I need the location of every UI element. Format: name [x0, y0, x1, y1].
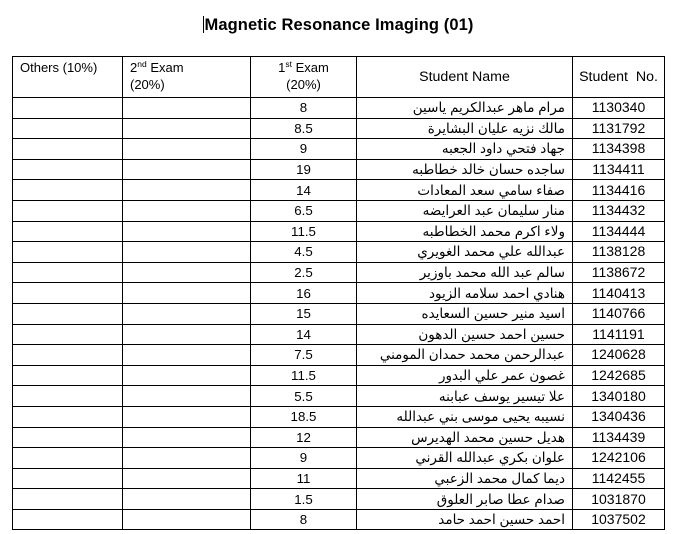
table-row [13, 448, 665, 469]
student-name-cell: صدام عطا صابر العلوق [357, 489, 573, 510]
second-exam-cell [123, 448, 251, 469]
student-name-cell: ولاء اكرم محمد الخطاطبه [357, 221, 573, 242]
student-no-cell: 1141191 [573, 324, 665, 345]
first-exam-cell: 14 [251, 324, 357, 345]
table-row [13, 283, 665, 304]
table-row [13, 180, 665, 201]
first-exam-cell: 2.5 [251, 262, 357, 283]
student-no-cell: 1140413 [573, 283, 665, 304]
second-exam-cell [123, 159, 251, 180]
header-others [13, 57, 123, 98]
student-no-cell: 1134444 [573, 221, 665, 242]
student-name-cell: سالم عبد الله محمد باوزير [357, 262, 573, 283]
second-exam-cell [123, 303, 251, 324]
student-no-cell: 1138128 [573, 242, 665, 263]
first-exam-cell: 9 [251, 139, 357, 160]
second-exam-cell [123, 262, 251, 283]
text-cursor [203, 16, 204, 33]
table-row [13, 98, 665, 119]
others-cell [13, 159, 123, 180]
second-exam-cell [123, 427, 251, 448]
others-cell [13, 489, 123, 510]
second-exam-cell [123, 118, 251, 139]
others-cell [13, 98, 123, 119]
second-exam-cell [123, 139, 251, 160]
student-name-cell: ديما كمال محمد الزعبي [357, 468, 573, 489]
student-no-cell: 1340436 [573, 406, 665, 427]
student-name-cell: ساجده حسان خالد خطاطبه [357, 159, 573, 180]
second-exam-cell [123, 345, 251, 366]
student-no-cell: 1130340 [573, 98, 665, 119]
table-row [13, 386, 665, 407]
header-second-exam-number: 2 [130, 60, 138, 75]
others-cell [13, 448, 123, 469]
second-exam-cell [123, 180, 251, 201]
student-name-cell: اسيد منير حسين السعايده [357, 303, 573, 324]
first-exam-cell: 11.5 [251, 365, 357, 386]
others-cell [13, 200, 123, 221]
student-name-cell: جهاد فتحي داود الجعبه [357, 139, 573, 160]
first-exam-cell: 12 [251, 427, 357, 448]
table-header-row [13, 57, 665, 98]
student-name-cell: مرام ماهر عبدالكريم ياسين [357, 98, 573, 119]
first-exam-cell: 8 [251, 509, 357, 530]
student-no-cell: 1134416 [573, 180, 665, 201]
first-exam-cell: 1.5 [251, 489, 357, 510]
student-name-cell: صفاء سامي سعد المعادات [357, 180, 573, 201]
student-no-cell: 1240628 [573, 345, 665, 366]
second-exam-cell [123, 221, 251, 242]
second-exam-cell [123, 468, 251, 489]
first-exam-cell: 19 [251, 159, 357, 180]
header-student-no [573, 57, 665, 98]
table-row [13, 365, 665, 386]
table-row [13, 427, 665, 448]
first-exam-cell: 11.5 [251, 221, 357, 242]
table-body [13, 98, 665, 530]
header-second-exam [123, 57, 251, 98]
table-row [13, 468, 665, 489]
document-title-text: Magnetic Resonance Imaging (01) [204, 16, 474, 34]
first-exam-cell: 4.5 [251, 242, 357, 263]
second-exam-cell [123, 406, 251, 427]
second-exam-cell [123, 242, 251, 263]
others-cell [13, 303, 123, 324]
student-name-cell: عبدالرحمن محمد حمدان المومني [357, 345, 573, 366]
first-exam-cell: 5.5 [251, 386, 357, 407]
header-student-no-label: Student No. [579, 69, 658, 85]
student-no-cell: 1134439 [573, 427, 665, 448]
document-title [0, 16, 676, 35]
others-cell [13, 365, 123, 386]
others-cell [13, 118, 123, 139]
student-no-cell: 1134398 [573, 139, 665, 160]
others-cell [13, 386, 123, 407]
header-first-exam-weight: (20%) [286, 77, 321, 92]
table-row [13, 509, 665, 530]
second-exam-cell [123, 200, 251, 221]
header-second-exam-weight: (20%) [130, 77, 165, 92]
student-no-cell: 1340180 [573, 386, 665, 407]
header-student-name-label: Student Name [419, 69, 510, 85]
others-cell [13, 262, 123, 283]
first-exam-cell: 8.5 [251, 118, 357, 139]
student-name-cell: حسين احمد حسين الدهون [357, 324, 573, 345]
table-row [13, 345, 665, 366]
table-row [13, 242, 665, 263]
second-exam-cell [123, 365, 251, 386]
header-first-exam-label: Exam [292, 60, 329, 75]
second-exam-cell [123, 386, 251, 407]
others-cell [13, 242, 123, 263]
first-exam-cell: 9 [251, 448, 357, 469]
student-name-cell: غصون عمر علي البدور [357, 365, 573, 386]
others-cell [13, 427, 123, 448]
header-second-exam-label: Exam [146, 60, 184, 75]
second-exam-cell [123, 283, 251, 304]
others-cell [13, 509, 123, 530]
header-second-exam-ordinal: nd [137, 59, 147, 69]
others-cell [13, 406, 123, 427]
first-exam-cell: 14 [251, 180, 357, 201]
student-name-cell: مالك نزيه عليان البشايرة [357, 118, 573, 139]
header-others-label: Others (10%) [20, 60, 98, 75]
first-exam-cell: 15 [251, 303, 357, 324]
first-exam-cell: 6.5 [251, 200, 357, 221]
student-no-cell: 1242685 [573, 365, 665, 386]
second-exam-cell [123, 509, 251, 530]
first-exam-cell: 7.5 [251, 345, 357, 366]
student-no-cell: 1134411 [573, 159, 665, 180]
student-no-cell: 1242106 [573, 448, 665, 469]
others-cell [13, 324, 123, 345]
student-name-cell: نسيبه يحيى موسى بني عبدالله [357, 406, 573, 427]
student-no-cell: 1134432 [573, 200, 665, 221]
first-exam-cell: 11 [251, 468, 357, 489]
others-cell [13, 345, 123, 366]
table-row [13, 159, 665, 180]
first-exam-cell: 16 [251, 283, 357, 304]
student-name-cell: عبدالله علي محمد الغويري [357, 242, 573, 263]
first-exam-cell: 18.5 [251, 406, 357, 427]
header-student-name [357, 57, 573, 98]
header-first-exam-number: 1 [278, 60, 286, 75]
grades-table [12, 56, 665, 530]
student-no-cell: 1138672 [573, 262, 665, 283]
table-row [13, 303, 665, 324]
table-row [13, 324, 665, 345]
table-row [13, 262, 665, 283]
second-exam-cell [123, 324, 251, 345]
second-exam-cell [123, 98, 251, 119]
others-cell [13, 180, 123, 201]
student-no-cell: 1037502 [573, 509, 665, 530]
others-cell [13, 139, 123, 160]
table-row [13, 139, 665, 160]
table-row [13, 200, 665, 221]
first-exam-cell: 8 [251, 98, 357, 119]
others-cell [13, 283, 123, 304]
student-no-cell: 1142455 [573, 468, 665, 489]
table-row [13, 118, 665, 139]
student-name-cell: احمد حسين احمد حامد [357, 509, 573, 530]
second-exam-cell [123, 489, 251, 510]
table-row [13, 489, 665, 510]
table-row [13, 406, 665, 427]
student-no-cell: 1031870 [573, 489, 665, 510]
student-name-cell: علوان بكري عبدالله القرني [357, 448, 573, 469]
student-name-cell: علا تيسير يوسف عبابنه [357, 386, 573, 407]
table-row [13, 221, 665, 242]
student-no-cell: 1140766 [573, 303, 665, 324]
student-name-cell: هديل حسين محمد الهديرس [357, 427, 573, 448]
student-name-cell: منار سليمان عبد العرايضه [357, 200, 573, 221]
others-cell [13, 221, 123, 242]
student-no-cell: 1131792 [573, 118, 665, 139]
header-first-exam-ordinal: st [285, 59, 292, 69]
header-first-exam [251, 57, 357, 98]
others-cell [13, 468, 123, 489]
student-name-cell: هنادي احمد سلامه الزيود [357, 283, 573, 304]
